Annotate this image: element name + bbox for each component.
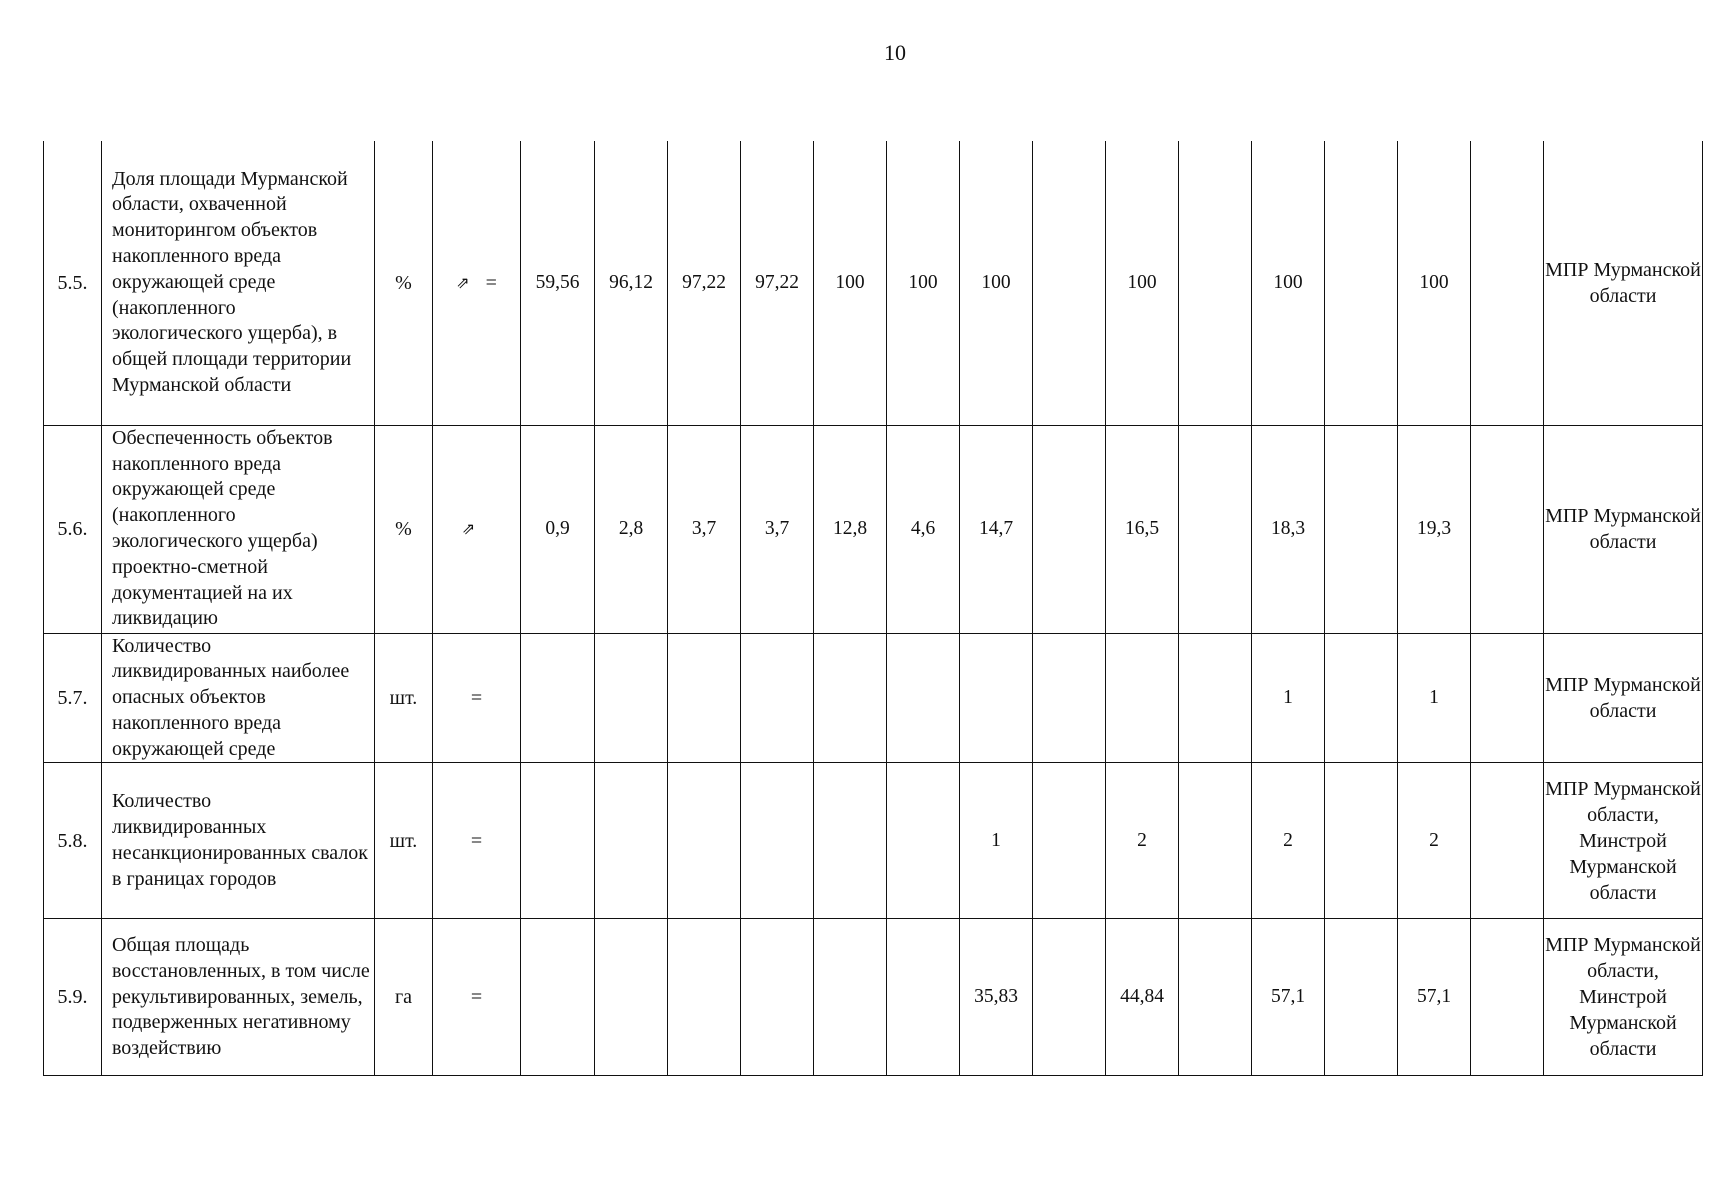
value-cell (1325, 633, 1398, 763)
value-cell: 1 (1398, 633, 1471, 763)
value-cell: 44,84 (1106, 919, 1179, 1076)
value-cell (1179, 919, 1252, 1076)
value-cell: 12,8 (814, 425, 887, 633)
trend-cell (433, 763, 521, 919)
arrow-up-right-icon: ⇗ (461, 519, 476, 538)
trend-cell (433, 425, 521, 633)
indicator-name-cell: Общая площадь восстановленных, в том числе рекультивированных, земель, подверженных негативному воздействию (102, 919, 375, 1076)
value-cell: 57,1 (1398, 919, 1471, 1076)
value-cell: 57,1 (1252, 919, 1325, 1076)
value-cell: 16,5 (1106, 425, 1179, 633)
value-cell (887, 919, 960, 1076)
table-row (44, 919, 1703, 1076)
value-cell (668, 919, 741, 1076)
value-cell: 59,56 (521, 141, 595, 425)
value-cell (521, 633, 595, 763)
value-cell (1325, 141, 1398, 425)
responsible-cell: МПР Мурманской области (1544, 425, 1703, 633)
value-cell (1179, 763, 1252, 919)
value-cell: 2 (1398, 763, 1471, 919)
value-cell: 1 (1252, 633, 1325, 763)
value-cell (814, 763, 887, 919)
value-cell (887, 633, 960, 763)
value-cell: 14,7 (960, 425, 1033, 633)
indicator-name-cell: Доля площади Мурманской области, охваченной мониторингом объектов накопленного вреда окружающей среде (накопленного экологического ущерба), в общей площади территории Мурманской области (102, 141, 375, 425)
row-number-cell: 5.9. (44, 919, 102, 1076)
responsible-cell: МПР Мурманской области (1544, 633, 1703, 763)
table-row (44, 141, 1703, 425)
unit-cell: шт. (375, 633, 433, 763)
value-cell (1033, 763, 1106, 919)
value-cell (1179, 141, 1252, 425)
row-number-cell: 5.5. (44, 141, 102, 425)
value-cell (1325, 919, 1398, 1076)
trend-sign: = (485, 271, 497, 294)
arrow-up-right-icon: ⇗ (456, 272, 470, 292)
value-cell (595, 633, 668, 763)
table-row (44, 425, 1703, 633)
value-cell: 35,83 (960, 919, 1033, 1076)
value-cell (595, 919, 668, 1076)
row-number-cell: 5.6. (44, 425, 102, 633)
value-cell: 18,3 (1252, 425, 1325, 633)
value-cell (1033, 425, 1106, 633)
trend-cell (433, 141, 521, 425)
value-cell: 100 (814, 141, 887, 425)
trend-cell (433, 633, 521, 763)
table-row (44, 763, 1703, 919)
value-cell: 100 (960, 141, 1033, 425)
row-number-cell: 5.7. (44, 633, 102, 763)
value-cell: 97,22 (668, 141, 741, 425)
row-number-cell: 5.8. (44, 763, 102, 919)
table-row (44, 633, 1703, 763)
value-cell: 2 (1252, 763, 1325, 919)
value-cell (668, 633, 741, 763)
value-cell: 100 (887, 141, 960, 425)
value-cell (521, 763, 595, 919)
value-cell: 100 (1398, 141, 1471, 425)
value-cell (1325, 425, 1398, 633)
value-cell (741, 919, 814, 1076)
value-cell: 3,7 (741, 425, 814, 633)
value-cell: 100 (1252, 141, 1325, 425)
value-cell (1471, 425, 1544, 633)
value-cell (1033, 919, 1106, 1076)
indicator-name-cell: Количество ликвидированных несанкционированных свалок в границах городов (102, 763, 375, 919)
trend-cell (433, 919, 521, 1076)
value-cell (1471, 919, 1544, 1076)
value-cell: 100 (1106, 141, 1179, 425)
value-cell (741, 633, 814, 763)
value-cell: 96,12 (595, 141, 668, 425)
value-cell: 97,22 (741, 141, 814, 425)
value-cell (521, 919, 595, 1076)
value-cell: 1 (960, 763, 1033, 919)
value-cell (887, 763, 960, 919)
value-cell (1033, 633, 1106, 763)
value-cell (1106, 633, 1179, 763)
value-cell (595, 763, 668, 919)
value-cell: 2 (1106, 763, 1179, 919)
value-cell (741, 763, 814, 919)
value-cell (1471, 141, 1544, 425)
value-cell (668, 763, 741, 919)
value-cell (1325, 763, 1398, 919)
unit-cell: % (375, 425, 433, 633)
responsible-cell: МПР Мурманской области, Минстрой Мурманской области (1544, 763, 1703, 919)
unit-cell: % (375, 141, 433, 425)
indicators-table (43, 141, 1703, 1076)
value-cell: 4,6 (887, 425, 960, 633)
value-cell: 0,9 (521, 425, 595, 633)
trend-sign: = (470, 986, 483, 1009)
value-cell (1471, 763, 1544, 919)
indicator-name-cell: Обеспеченность объектов накопленного вреда окружающей среде (накопленного экологического ущерба) проектно-сметной документацией на их ликвидацию (102, 425, 375, 633)
indicator-name-cell: Количество ликвидированных наиболее опасных объектов накопленного вреда окружающей среде (102, 633, 375, 763)
value-cell: 2,8 (595, 425, 668, 633)
value-cell (1179, 633, 1252, 763)
value-cell (960, 633, 1033, 763)
value-cell (1471, 633, 1544, 763)
value-cell (1033, 141, 1106, 425)
responsible-cell: МПР Мурманской области (1544, 141, 1703, 425)
unit-cell: шт. (375, 763, 433, 919)
responsible-cell: МПР Мурманской области, Минстрой Мурманской области (1544, 919, 1703, 1076)
page-number: 10 (884, 40, 906, 65)
value-cell (814, 919, 887, 1076)
value-cell (814, 633, 887, 763)
trend-sign: = (470, 686, 483, 709)
unit-cell: га (375, 919, 433, 1076)
value-cell: 3,7 (668, 425, 741, 633)
value-cell (1179, 425, 1252, 633)
value-cell: 19,3 (1398, 425, 1471, 633)
trend-sign: = (470, 829, 483, 852)
